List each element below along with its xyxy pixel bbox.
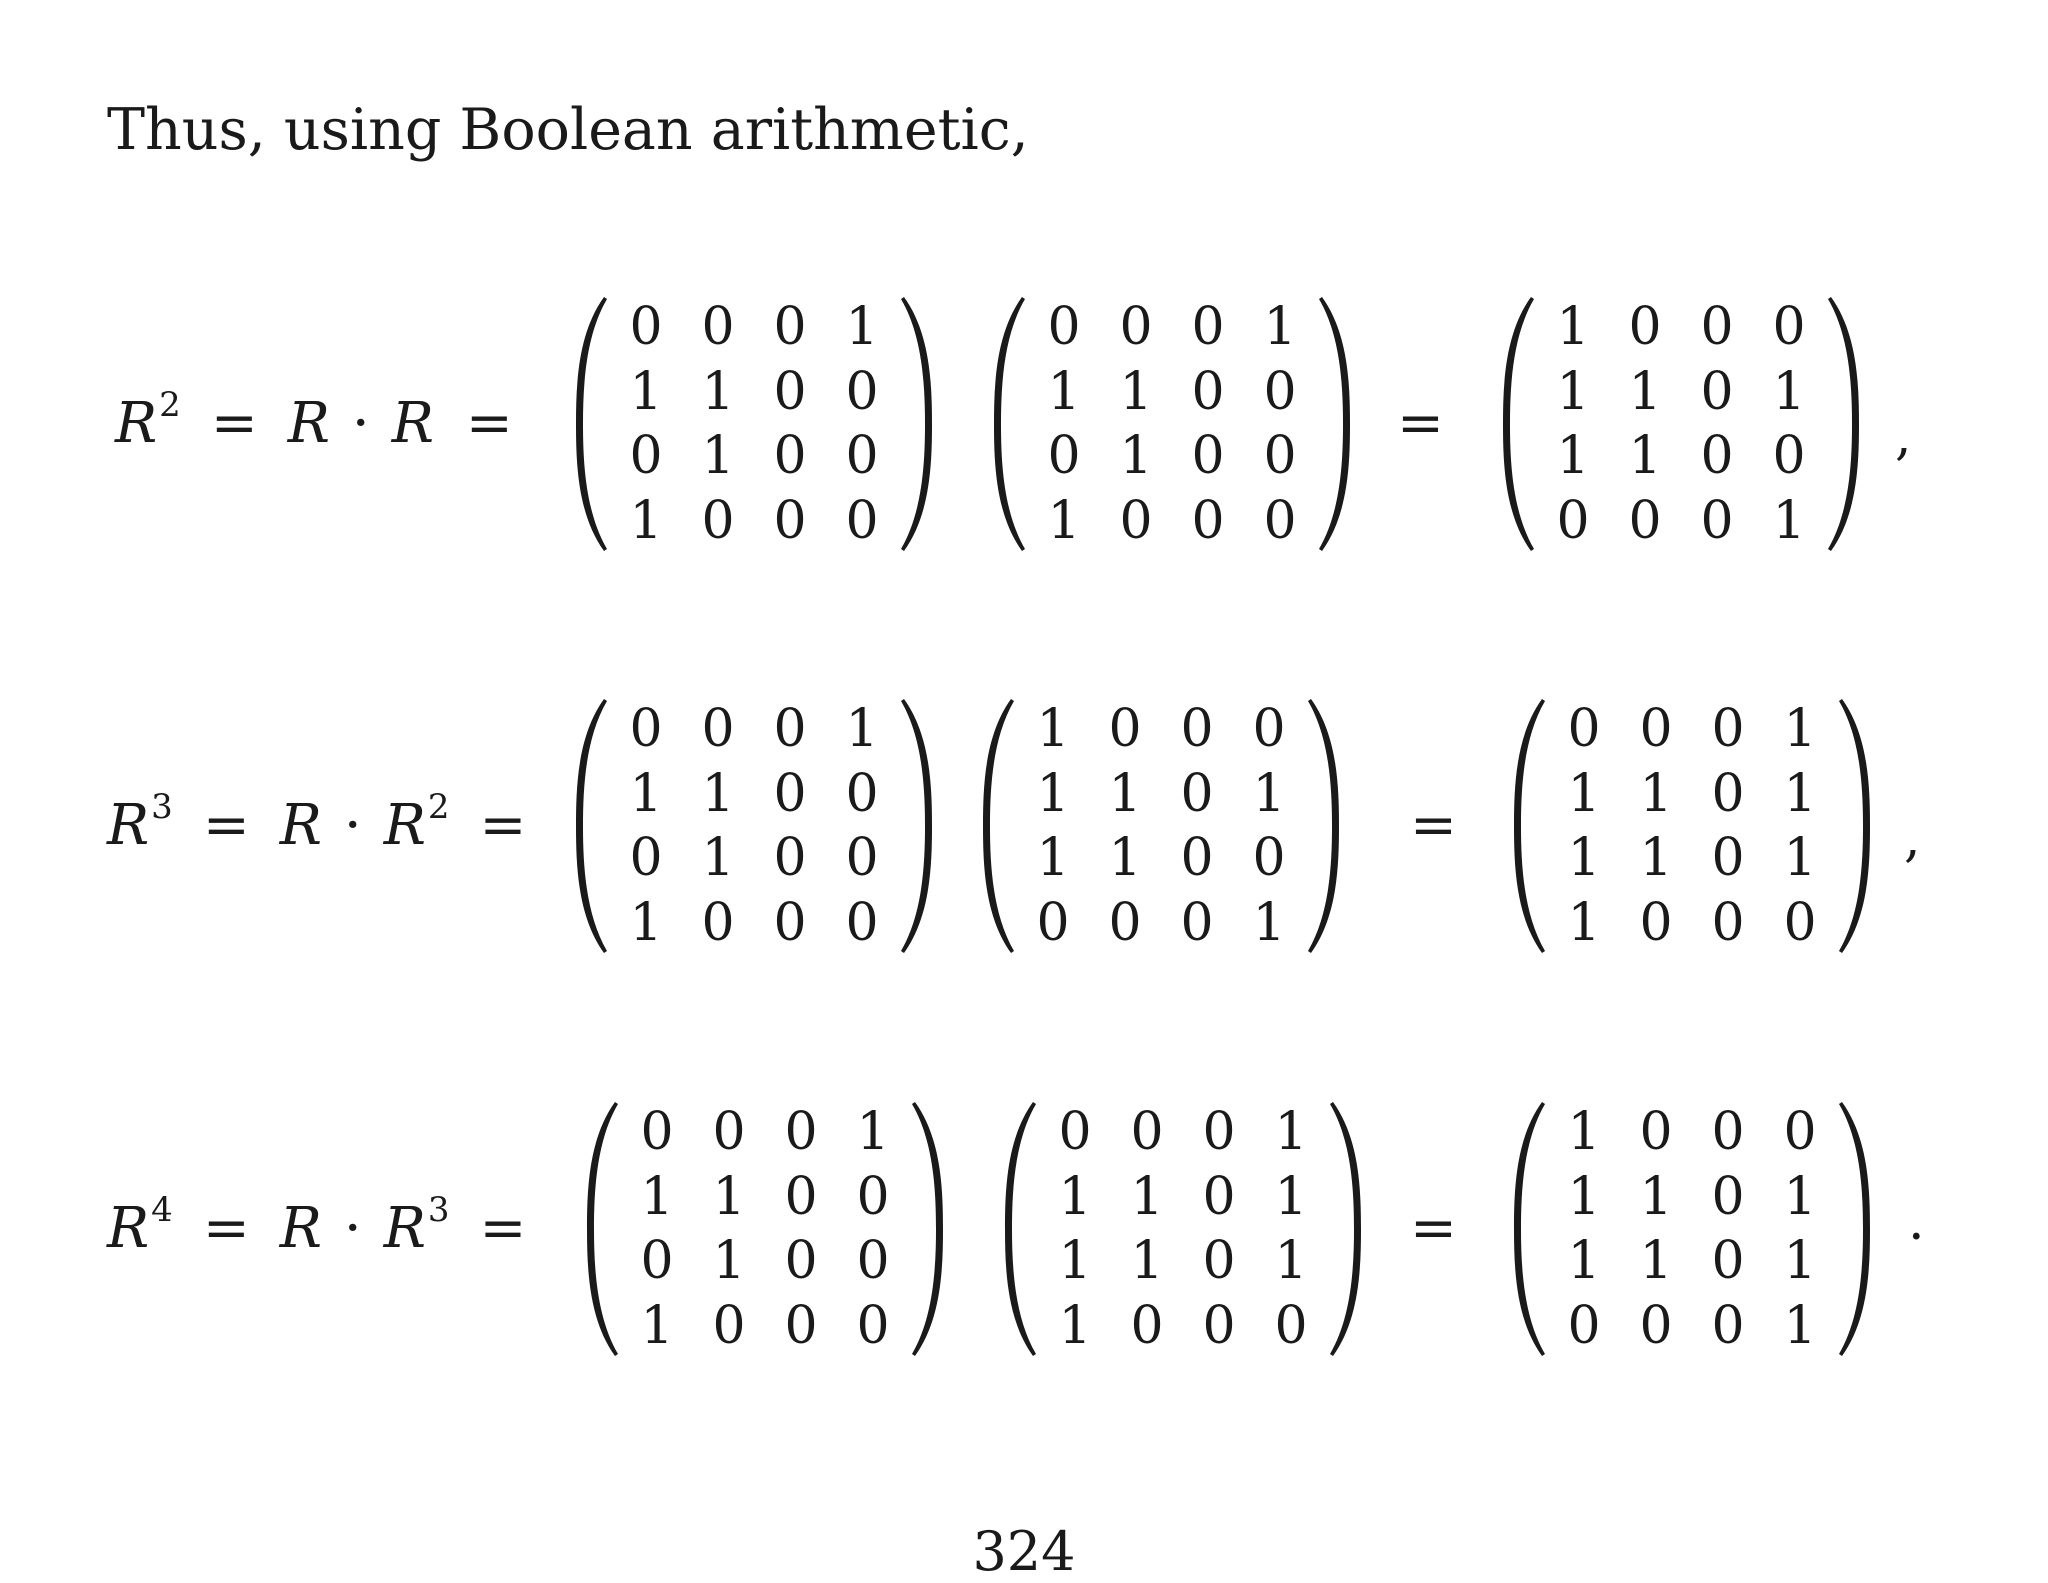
matrix-b [999,1098,1367,1360]
matrix-entry: 0 [1191,361,1225,422]
trailing-comma: , [1895,407,1912,467]
matrix-entry: 1 [1108,828,1142,889]
matrix-entry: 0 [1639,699,1673,760]
factor-b: R [391,391,434,456]
matrix-entry: 1 [1639,1231,1673,1292]
matrix-entry: 0 [1119,490,1153,551]
matrix-entry: 1 [856,1102,890,1163]
matrix-entry: 1 [1783,699,1817,760]
matrix-entry: 1 [1783,763,1817,824]
matrix-entry: 0 [773,361,807,422]
page-number: 324 [972,1520,1076,1583]
result-matrix [1508,1098,1876,1360]
matrix-entry: 0 [1772,297,1806,358]
matrix-entry: 1 [640,1295,674,1356]
equals-sign: = [1410,1196,1457,1261]
matrix-entry: 0 [1191,426,1225,487]
left-parenthesis [1508,695,1548,957]
matrix-entries [621,1100,909,1358]
matrix-entries [610,697,898,955]
matrix-entry: 0 [845,361,879,422]
matrix-entry: 0 [773,699,807,760]
right-parenthesis [898,293,938,555]
matrix-entry: 0 [701,892,735,953]
matrix-entry: 1 [1036,828,1070,889]
matrix-entry: 0 [1058,1102,1092,1163]
matrix-entry: 0 [1628,297,1662,358]
matrix-entry: 0 [1180,892,1214,953]
matrix-entry: 1 [1783,1295,1817,1356]
left-parenthesis [570,695,610,957]
equation-lhs [115,385,543,456]
right-parenthesis [898,695,938,957]
matrix-entry: 0 [773,297,807,358]
matrix-entry: 0 [629,426,663,487]
right-parenthesis [1316,293,1356,555]
matrix-entries [610,295,898,553]
matrix-entry: 0 [1700,426,1734,487]
matrix-entry: 1 [845,699,879,760]
matrix-entry: 0 [773,490,807,551]
matrix-entry: 0 [629,297,663,358]
matrix-entry: 1 [1119,426,1153,487]
matrix-entry: 1 [1047,361,1081,422]
matrix-entry: 0 [1252,699,1286,760]
matrix-entry: 1 [629,763,663,824]
matrix-entry: 1 [1274,1231,1308,1292]
matrix-entry: 0 [1711,1102,1745,1163]
matrix-entry: 0 [773,426,807,487]
matrix-entry: 1 [1772,361,1806,422]
matrix-entry: 0 [773,828,807,889]
matrix-entry: 0 [1700,361,1734,422]
matrix-entry: 0 [1711,699,1745,760]
matrix-entry: 1 [1556,297,1590,358]
matrix-entry: 1 [1567,1102,1601,1163]
matrix-entry: 0 [845,490,879,551]
matrix-entry: 1 [1567,892,1601,953]
matrix-entries [1548,697,1836,955]
lhs-base: R [107,793,150,858]
equation-r2 [0,293,2048,555]
matrix-entry: 0 [773,763,807,824]
matrix-entry: 0 [856,1231,890,1292]
equals-sign: = [1410,793,1457,858]
matrix-entry: 1 [640,1166,674,1227]
matrix-entry: 0 [856,1295,890,1356]
matrix-entry: 0 [1180,828,1214,889]
matrix-entries [1028,295,1316,553]
matrix-entry: 1 [1058,1231,1092,1292]
right-parenthesis [1836,695,1876,957]
matrix-entry: 0 [1263,490,1297,551]
matrix-entry: 0 [1567,699,1601,760]
matrix-entry: 0 [845,892,879,953]
matrix-entry: 1 [1639,763,1673,824]
matrix-entry: 1 [712,1231,746,1292]
product-dot: · [343,793,362,858]
equals-sign: = [1397,391,1444,456]
left-parenthesis [988,293,1028,555]
left-parenthesis [1508,1098,1548,1360]
left-parenthesis [977,695,1017,957]
matrix-entry: 0 [1202,1231,1236,1292]
matrix-entry: 0 [629,699,663,760]
matrix-entry: 0 [1202,1295,1236,1356]
matrix-entry: 0 [1191,490,1225,551]
matrix-entry: 0 [1263,361,1297,422]
trailing-comma: , [1904,809,1921,869]
equation-lhs [107,1190,556,1261]
matrix-entry: 0 [1252,828,1286,889]
matrix-b [988,293,1356,555]
left-parenthesis [581,1098,621,1360]
matrix-entry: 0 [1047,297,1081,358]
matrix-entry: 1 [1639,1166,1673,1227]
matrix-entry: 0 [640,1231,674,1292]
equals-sign: = [202,1196,250,1261]
matrix-entry: 1 [1639,828,1673,889]
matrix-entries [1548,1100,1836,1358]
matrix-entry: 1 [1274,1166,1308,1227]
matrix-entry: 1 [1567,1231,1601,1292]
matrix-entry: 0 [845,426,879,487]
matrix-entry: 1 [1628,361,1662,422]
right-parenthesis [1825,293,1865,555]
equation-lhs [107,787,556,858]
factor-a: R [279,793,322,858]
matrix-entry: 1 [1274,1102,1308,1163]
matrix-entry: 1 [1628,426,1662,487]
lhs-exponent: 4 [151,1190,173,1230]
lhs-exponent: 3 [151,787,173,827]
matrix-entries [1039,1100,1327,1358]
matrix-entry: 0 [1772,426,1806,487]
matrix-entry: 0 [1047,426,1081,487]
right-parenthesis [909,1098,949,1360]
equals-sign: = [465,391,513,456]
matrix-entry: 0 [701,490,735,551]
matrix-entry: 1 [845,297,879,358]
matrix-entry: 1 [701,426,735,487]
matrix-entry: 1 [701,361,735,422]
equals-sign: = [479,1196,527,1261]
matrix-entry: 0 [1130,1102,1164,1163]
right-parenthesis [1327,1098,1367,1360]
matrix-entry: 1 [1556,426,1590,487]
equals-sign: = [202,793,250,858]
matrix-entry: 0 [1130,1295,1164,1356]
matrix-entry: 1 [1263,297,1297,358]
matrix-entry: 0 [1639,1295,1673,1356]
matrix-entry: 1 [1783,828,1817,889]
matrix-entry: 0 [1556,490,1590,551]
product-dot: · [343,1196,362,1261]
matrix-entry: 0 [784,1166,818,1227]
matrix-b [977,695,1345,957]
equation-r4 [0,1098,2048,1360]
matrix-a [570,293,938,555]
trailing-period: . [1908,1192,1925,1252]
matrix-entry: 1 [1058,1295,1092,1356]
factor-b-exponent: 2 [427,787,450,827]
matrix-entry: 0 [1639,1102,1673,1163]
matrix-entry: 0 [712,1295,746,1356]
matrix-a [570,695,938,957]
matrix-entry: 0 [701,699,735,760]
equation-r3 [0,695,2048,957]
factor-b-exponent: 3 [427,1190,450,1230]
matrix-entry: 0 [712,1102,746,1163]
matrix-entry: 1 [1036,763,1070,824]
matrix-entry: 0 [1711,763,1745,824]
intro-text: Thus, using Boolean arithmetic, [107,97,1029,163]
matrix-entry: 0 [784,1102,818,1163]
left-parenthesis [1497,293,1537,555]
matrix-a [581,1098,949,1360]
matrix-entries [1017,697,1305,955]
factor-a: R [287,391,330,456]
matrix-entry: 1 [1783,1231,1817,1292]
matrix-entry: 0 [845,763,879,824]
matrix-entry: 0 [784,1295,818,1356]
matrix-entry: 1 [712,1166,746,1227]
matrix-entries [1537,295,1825,553]
matrix-entry: 0 [1711,1166,1745,1227]
matrix-entry: 0 [1639,892,1673,953]
matrix-entry: 0 [1108,699,1142,760]
left-parenthesis [999,1098,1039,1360]
matrix-entry: 0 [640,1102,674,1163]
matrix-entry: 0 [1700,297,1734,358]
matrix-entry: 0 [1274,1295,1308,1356]
matrix-entry: 1 [1130,1231,1164,1292]
matrix-entry: 1 [1567,828,1601,889]
matrix-entry: 0 [856,1166,890,1227]
matrix-entry: 0 [1711,1295,1745,1356]
factor-b: R [383,793,426,858]
matrix-entry: 0 [1119,297,1153,358]
factor-a: R [279,1196,322,1261]
matrix-entry: 0 [1191,297,1225,358]
matrix-entry: 1 [1047,490,1081,551]
matrix-entry: 0 [845,828,879,889]
lhs-base: R [107,1196,150,1261]
matrix-entry: 1 [1783,1166,1817,1227]
matrix-entry: 0 [1567,1295,1601,1356]
matrix-entry: 0 [701,297,735,358]
matrix-entry: 0 [1711,892,1745,953]
matrix-entry: 0 [1108,892,1142,953]
matrix-entry: 0 [1202,1166,1236,1227]
matrix-entry: 1 [629,892,663,953]
matrix-entry: 1 [629,490,663,551]
matrix-entry: 1 [1108,763,1142,824]
matrix-entry: 0 [1628,490,1662,551]
matrix-entry: 1 [1119,361,1153,422]
equals-sign: = [479,793,527,858]
matrix-entry: 1 [1556,361,1590,422]
result-matrix [1497,293,1865,555]
matrix-entry: 0 [1783,1102,1817,1163]
matrix-entry: 1 [629,361,663,422]
left-parenthesis [570,293,610,555]
matrix-entry: 1 [1058,1166,1092,1227]
matrix-entry: 0 [1202,1102,1236,1163]
matrix-entry: 0 [1180,763,1214,824]
matrix-entry: 0 [1180,699,1214,760]
matrix-entry: 0 [1700,490,1734,551]
matrix-entry: 0 [1036,892,1070,953]
result-matrix [1508,695,1876,957]
matrix-entry: 1 [1567,763,1601,824]
matrix-entry: 1 [1036,699,1070,760]
factor-b: R [383,1196,426,1261]
matrix-entry: 0 [773,892,807,953]
matrix-entry: 1 [701,828,735,889]
right-parenthesis [1305,695,1345,957]
matrix-entry: 1 [1567,1166,1601,1227]
matrix-entry: 0 [1711,1231,1745,1292]
product-dot: · [351,391,370,456]
matrix-entry: 0 [1263,426,1297,487]
lhs-exponent: 2 [159,385,181,425]
equals-sign: = [210,391,258,456]
matrix-entry: 1 [1130,1166,1164,1227]
matrix-entry: 0 [784,1231,818,1292]
matrix-entry: 1 [701,763,735,824]
matrix-entry: 1 [1252,763,1286,824]
right-parenthesis [1836,1098,1876,1360]
matrix-entry: 0 [629,828,663,889]
matrix-entry: 0 [1783,892,1817,953]
matrix-entry: 1 [1252,892,1286,953]
matrix-entry: 1 [1772,490,1806,551]
matrix-entry: 0 [1711,828,1745,889]
lhs-base: R [115,391,158,456]
